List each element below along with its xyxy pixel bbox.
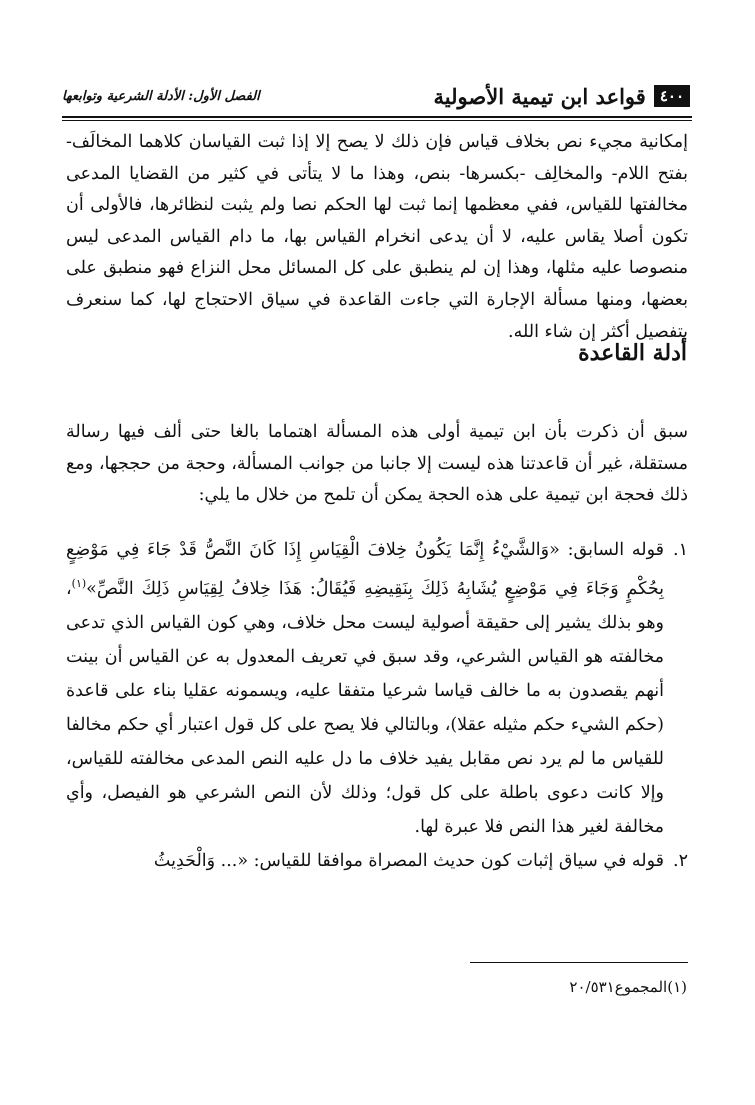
quote-text: قوله في سياق إثبات كون حديث المصراة موافقا للقياس: «... وَالْحَدِيثُ: [153, 850, 664, 871]
list-item-number: ٢.: [673, 850, 688, 871]
list-item: [66, 533, 688, 844]
footnote: (١)المجموع٢٠/٥٣١: [569, 978, 687, 996]
list-item-text: [66, 533, 664, 844]
list-item-continuation: ، وهو بذلك يشير إلى حقيقة أصولية ليست محل خلاف، وهي كون القياس الذي تدعى مخالفته هو القياس الشرعي، وقد سبق في تعريف المعدول به عن القياس أن بينت أنهم يقصدون به ما خالف قياسا شرعيا متفقا عليه، ويسمونه عقليا بناء على قاعدة (حكم الشيء حكم مثيله عقلا)، وبالتالي فلا يصح على كل قول اعتبار أي حكم مخالفا للقياس ما لم يرد نص مقابل يفيد خلاف ما دل عليه النص المدعى مخالفته للقياس، وإلا كانت دعوى باطلة على كل قول؛ وذلك لأن النص الشرعي هو الفيصل، وأي مخالفة لغير هذا النص فلا عبرة لها.: [66, 578, 664, 837]
footnote-ref[interactable]: (١): [71, 577, 87, 590]
page-number: ٤٠٠: [654, 85, 690, 107]
paragraph-2: سبق أن ذكرت بأن ابن تيمية أولى هذه المسألة اهتماما بالغا حتى ألف فيها رسالة مستقلة، غير أن قاعدتنا هذه ليست إلا جانبا من جوانب المسألة، وحجة من حججها، ومع ذلك فحجة ابن تيمية على هذه الحجة يمكن أن تلمح من خلال ما يلي:: [66, 422, 688, 506]
list-item-number: ١.: [673, 540, 688, 560]
list-item-text: [66, 844, 664, 878]
evidence-list: [66, 533, 688, 878]
paragraph-1: إمكانية مجيء نص بخلاف قياس فإن ذلك لا يصح إلا إذا ثبت القياسان كلاهما المخالَف- بفتح اللام- والمخالِف -بكسرها- بنص، وهذا ما لا يتأتى في كثير من القضايا المدعى مخالفتها للقياس، ففي معظمها إنما ثبت لها الحكم نصا ولم يثبت لنظائرها، فالأولى أن تكون أصلا يقاس عليه، لا أن يدعى انخرام القياس بها، ما دام القياس المدعى ليس منصوصا عليه مثلها، وهذا إن لم ينطبق على كل المسائل محل النزاع فهو منطبق على بعضها، ومنها مسألة الإجارة التي جاءت القاعدة في سياق الاحتجاج لها، كما سنعرف بتفصيل أكثر إن شاء الله.: [66, 132, 688, 342]
book-title: قواعد ابن تيمية الأصولية: [433, 83, 646, 109]
section-heading: أدلة القاعدة: [578, 340, 687, 366]
header-rule: [62, 116, 692, 118]
list-item: [66, 844, 688, 878]
chapter-title: الفصل الأول: الأدلة الشرعية وتوابعها: [62, 88, 260, 104]
footnote-rule: [470, 962, 688, 963]
header-rule-thin: [62, 120, 692, 121]
running-header: [62, 78, 690, 114]
quote-text: قوله السابق: «وَالشَّيْءُ إِنَّمَا يَكُونُ خِلافَ الْقِيَاسِ إِذَا كَانَ النَّصُّ قَدْ جَاءَ فِي مَوْضِعٍ بِحُكْمٍ وَجَاءَ فِي مَوْضِعٍ يُشَابِهُ ذَلِكَ بِنَقِيضِهِ فَيُقَالُ: هَذَا خِلافُ لِقِيَاسِ ذَلِكَ النَّصِّ»: [66, 540, 664, 599]
